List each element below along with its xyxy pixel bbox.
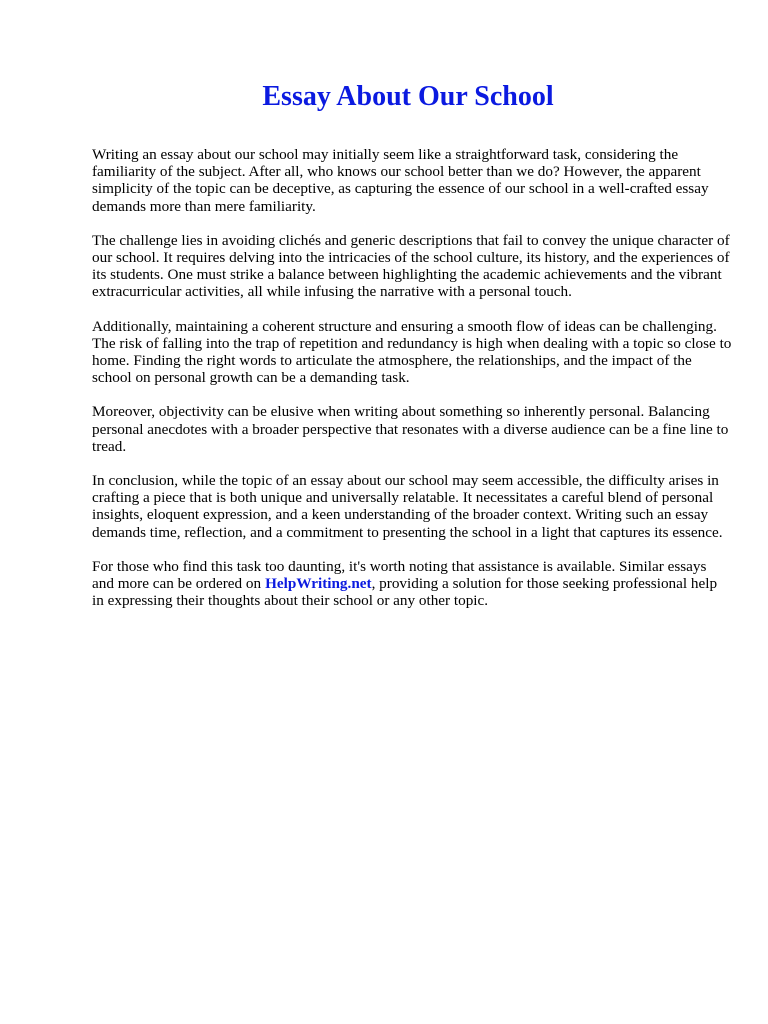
paragraph-2: The challenge lies in avoiding clichés and generic descriptions that fail to convey the unique character of our school. It requires delving into the intricacies of the school culture, its history, and the experiences of its students. One must strike a balance between highlighting the academic achievements and the vibrant extracurricular activities, all while infusing the narrative with a personal touch. [92,231,730,301]
paragraph-6-text-before-link: For those who find this task too daunting, it's worth noting that assistance is available. Similar essays and more can be ordered on [92,557,707,593]
helpwriting-link[interactable]: HelpWriting.net [265,575,372,593]
paragraph-6-text-after-link: , providing a solution for those seeking professional help in expressing their thoughts about their school or any other topic. [92,575,718,610]
paragraph-1: Writing an essay about our school may initially seem like a straightforward task, considering the familiarity of the subject. After all, who knows our school better than we do? However, the apparent simplicity of the topic can be deceptive, as capturing the essence of our school in a well-crafted essay demands more than mere familiarity. [92,146,709,215]
paragraph-5: In conclusion, while the topic of an essay about our school may seem accessible, the difficulty arises in crafting a piece that is both unique and universally relatable. It necessitates a careful blend of personal insights, eloquent expression, and a keen understanding of the broader context. Writing such an essay demands time, reflection, and a commitment to presenting the school in a light that captures its essence. [92,472,723,541]
essay-body [92,146,732,626]
paragraph-3: Additionally, maintaining a coherent structure and ensuring a smooth flow of ideas can be challenging. The risk of falling into the trap of repetition and redundancy is high when dealing with a topic so close to home. Finding the right words to articulate the atmosphere, the relationships, and the impact of the school on personal growth can be a demanding task. [92,317,732,387]
page-title: Essay About Our School [262,81,554,112]
paragraph-6 [92,558,732,610]
paragraph-4: Moreover, objectivity can be elusive when writing about something so inherently personal. Balancing personal anecdotes with a broader perspective that resonates with a diverse audience can be a fine line to tread. [92,403,729,455]
